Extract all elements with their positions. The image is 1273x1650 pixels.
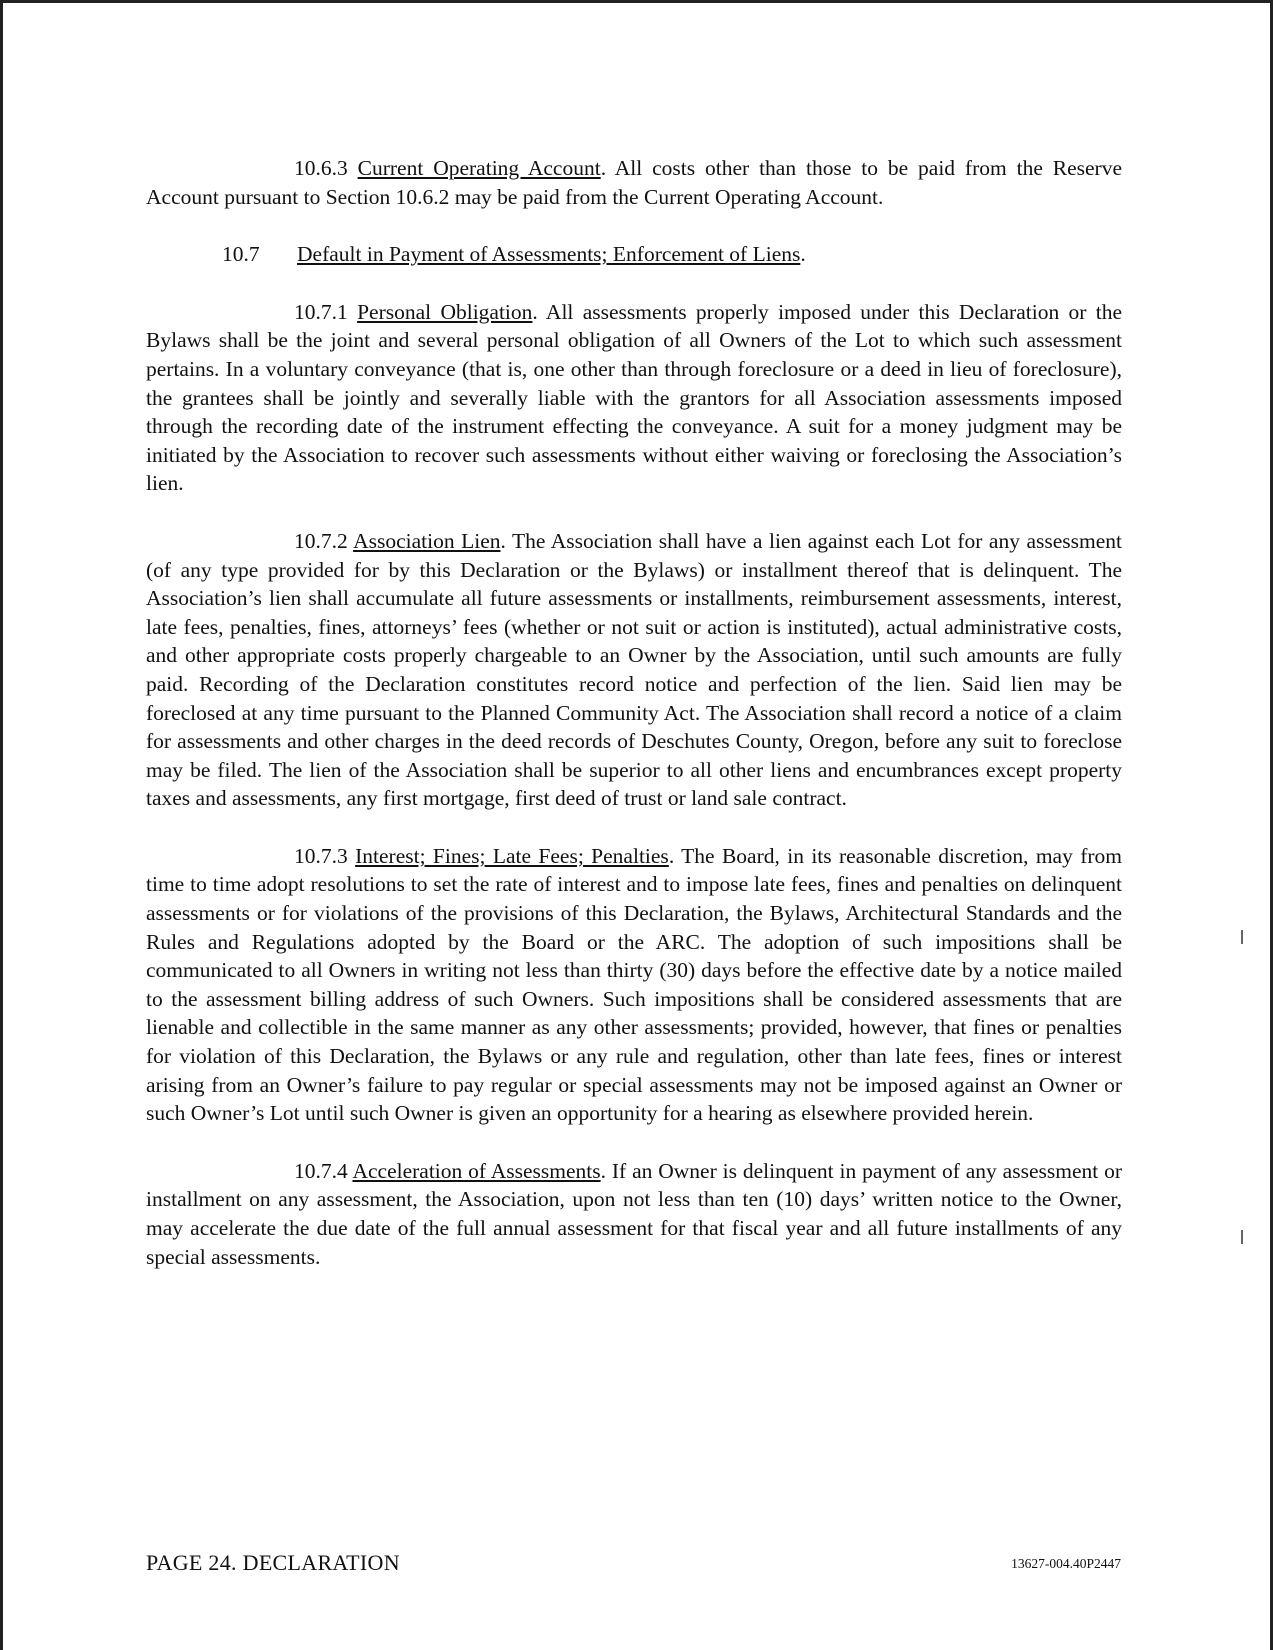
section-title: Association Lien — [353, 528, 501, 553]
section-10-7-1 — [146, 298, 1122, 498]
document-code: 13627-004.40P2447 — [1011, 1556, 1121, 1571]
document-body — [146, 154, 1122, 1300]
scan-border-left — [0, 0, 3, 1650]
section-10-7-4 — [146, 1157, 1122, 1271]
section-text: . All assessments properly imposed under this Declaration or the Bylaws shall be the joint and several personal obligation of all Owners of the Lot to which such assessment pertains. In a voluntary conveyance (that is, one other than through foreclosure or a deed in lieu of foreclosure), the grantees shall be jointly and severally liable with the grantors for all Association assessments imposed through the recording date of the instrument effecting the conveyance. A suit for a money judgment may be initiated by the Association to recover such assessments without either waiving or foreclosing the Association’s lien. — [146, 299, 1123, 496]
scan-artifact — [1241, 1230, 1243, 1244]
section-text: . All costs other than those to be paid from the Reserve Account pursuant to Section 10.6.2 may be paid from the Current Operating Account. — [146, 156, 1122, 209]
section-title: Acceleration of Assessments — [352, 1158, 601, 1183]
section-text: . The Association shall have a lien against each Lot for any assessment (of any type provided for by this Declaration or the Bylaws) or installment thereof that is delinquent. The Association’s lien shall accumulate all future assessments or installments, reimbursement assessments, interest, late fees, penalties, fines, attorneys’ fees (whether or not suit or action is instituted), actual administrative costs, and other appropriate costs properly chargeable to an Owner by the Association, until such amounts are fully paid. Recording of the Declaration constitutes record notice and perfection of the lien. Said lien may be foreclosed at any time pursuant to the Planned Community Act. The Association shall record a notice of a claim for assessments and other charges in the deed records of Deschutes County, Oregon, before any suit to foreclose may be filed. The lien of the Association shall be superior to all other liens and encumbrances except property taxes and assessments, any first mortgage, first deed of trust or land sale contract. — [146, 528, 1122, 811]
scan-artifact — [1241, 930, 1243, 944]
section-10-6-3 — [146, 154, 1122, 211]
section-number: 10.6.3 — [294, 156, 348, 180]
section-text: . — [800, 242, 806, 267]
section-number: 10.7.2 — [294, 528, 348, 553]
section-number: 10.7 — [222, 242, 260, 267]
section-title: Current Operating Account — [357, 156, 601, 180]
section-title: Personal Obligation — [357, 299, 533, 324]
section-text: . The Board, in its reasonable discretion, may from time to time adopt resolutions to set the rate of interest and to impose late fees, fines and penalties on delinquent assessments or for violations of the provisions of this Declaration, the Bylaws, Architectural Standards and the Rules and Regulations adopted by the Board or the ARC. The adoption of such impositions shall be communicated to all Owners in writing not less than thirty (30) days before the effective date by a notice mailed to the assessment billing address of such Owners. Such impositions shall be considered assessments that are lienable and collectible in the same manner as any other assessments; provided, however, that fines or penalties for violation of this Declaration, the Bylaws or any rule and regulation, other than late fees, fines or interest arising from an Owner’s failure to pay regular or special assessments may not be imposed against an Owner or such Owner’s Lot until such Owner is given an opportunity for a hearing as elsewhere provided herein. — [146, 843, 1123, 1126]
section-text: . If an Owner is delinquent in payment of any assessment or installment on any assessment, the Association, upon not less than ten (10) days’ written notice to the Owner, may accelerate the due date of the full annual assessment for that fiscal year and all future installments of any special assessments. — [146, 1158, 1123, 1269]
scan-border-top — [0, 0, 1273, 3]
section-number: 10.7.4 — [294, 1158, 348, 1183]
section-number: 10.7.3 — [294, 843, 348, 868]
section-title: Default in Payment of Assessments; Enforcement of Liens — [297, 242, 801, 267]
section-title: Interest; Fines; Late Fees; Penalties — [355, 843, 669, 868]
section-10-7-heading — [146, 240, 1122, 269]
section-number: 10.7.1 — [294, 299, 348, 324]
section-10-7-3 — [146, 842, 1122, 1128]
section-10-7-2 — [146, 527, 1122, 813]
page-footer-label: PAGE 24. DECLARATION — [146, 1550, 400, 1575]
